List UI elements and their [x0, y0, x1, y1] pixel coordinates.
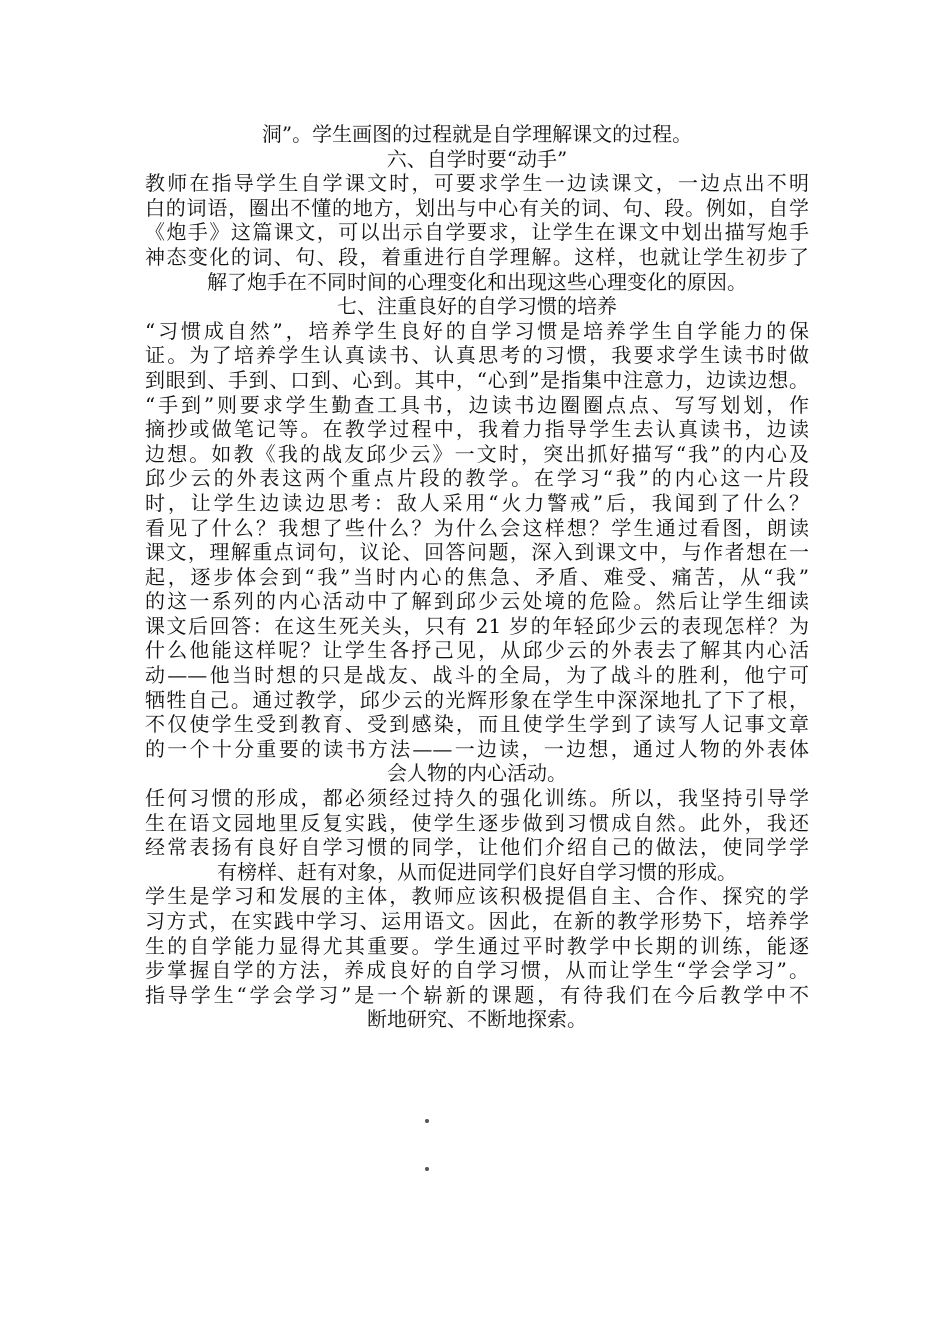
body-text-line: “手到”则要求学生勤查工具书，边读书边圈圈点点、写写划划，作: [145, 392, 809, 417]
body-text-line: 经常表扬有良好自学习惯的同学，让他们介绍自己的做法，使同学学: [145, 835, 809, 860]
centered-text-line: 有榜样、赶有对象，从而促进同学们良好自学习惯的形成。: [217, 859, 737, 884]
centered-text-line: 七、注重良好的自学习惯的培养: [337, 294, 617, 319]
body-text-line: 牺牲自己。通过教学，邱少云的光辉形象在学生中深深地扎了下了根，: [145, 687, 809, 712]
body-text-line: 课文，理解重点词句，议论、回答问题，深入到课文中，与作者想在一: [145, 540, 809, 565]
body-text-line: 动——他当时想的只是战友、战斗的全局，为了战斗的胜利，他宁可: [145, 663, 809, 688]
body-text-line: 习方式，在实践中学习、运用语文。因此，在新的教学形势下，培养学: [145, 909, 809, 933]
body-text-line: 什么他能这样呢？让学生各抒己见，从邱少云的外表去了解其内心活: [145, 638, 809, 663]
body-text-line: 边想。如教《我的战友邱少云》一文时，突出抓好描写“我”的内心及: [145, 441, 809, 466]
centered-text-line: 解了炮手在不同时间的心理变化和出现这些心理变化的原因。: [207, 269, 747, 294]
footer-dot: [425, 1119, 429, 1123]
footer-dot: [425, 1167, 429, 1171]
document-body: [145, 122, 809, 1032]
body-text-line: 神态变化的词、句、段，着重进行自学理解。这样，也就让学生初步了: [145, 244, 809, 269]
body-text-line: 教师在指导学生自学课文时，可要求学生一边读课文，一边点出不明: [145, 171, 809, 196]
body-text-line: 生在语文园地里反复实践，使学生逐步做到习惯成自然。此外，我还: [145, 810, 809, 835]
body-text-line: 指导学生“学会学习”是一个崭新的课题，有待我们在今后教学中不: [145, 982, 809, 1007]
body-text-line: 生的自学能力显得尤其重要。学生通过平时教学中长期的训练，能逐: [145, 933, 809, 958]
body-text-line: 证。为了培养学生认真读书、认真思考的习惯，我要求学生读书时做: [145, 343, 809, 368]
body-text-line: 时，让学生边读边思考：敌人采用“火力警戒”后，我闻到了什么？: [145, 490, 809, 515]
body-text-line: 的这一系列的内心活动中了解到邱少云处境的危险。然后让学生细读: [145, 589, 809, 614]
body-text-line: 步掌握自学的方法，养成良好的自学习惯，从而让学生“学会学习”。: [145, 958, 809, 983]
body-text-line: 看见了什么？我想了些什么？为什么会这样想？学生通过看图，朗读: [145, 515, 809, 540]
body-text-line: 任何习惯的形成，都必须经过持久的强化训练。所以，我坚持引导学: [145, 786, 809, 811]
centered-text-line: 洞”。学生画图的过程就是自学理解课文的过程。: [261, 122, 693, 146]
body-text-line: 邱少云的外表这两个重点片段的教学。在学习“我”的内心这一片段: [145, 466, 809, 491]
body-text-line: 课文后回答：在这生死关头，只有 21 岁的年轻邱少云的表现怎样？为: [145, 613, 809, 638]
centered-text-line: 会人物的内心活动。: [387, 761, 567, 786]
centered-text-line: 六、自学时要“动手”: [386, 146, 568, 171]
body-text-line: 到眼到、手到、口到、心到。其中，“心到”是指集中注意力，边读边想。: [145, 367, 809, 392]
body-text-line: 摘抄或做笔记等。在教学过程中，我着力指导学生去认真读书，边读: [145, 417, 809, 442]
body-text-line: 不仅使学生受到教育、受到感染，而且使学生学到了读写人记事文章: [145, 712, 809, 737]
body-text-line: 白的词语，圈出不懂的地方，划出与中心有关的词、句、段。例如，自学: [145, 195, 809, 220]
body-text-line: “习惯成自然”，培养学生良好的自学习惯是培养学生自学能力的保: [145, 318, 809, 343]
body-text-line: 的一个十分重要的读书方法——一边读，一边想，通过人物的外表体: [145, 736, 809, 761]
body-text-line: 《炮手》这篇课文，可以出示自学要求，让学生在课文中划出描写炮手: [145, 220, 809, 245]
centered-text-line: 断地研究、不断地探索。: [367, 1007, 587, 1032]
body-text-line: 起，逐步体会到“我”当时内心的焦急、矛盾、难受、痛苦，从“我”: [145, 564, 809, 589]
body-text-line: 学生是学习和发展的主体，教师应该积极提倡自主、合作、探究的学: [145, 884, 809, 909]
